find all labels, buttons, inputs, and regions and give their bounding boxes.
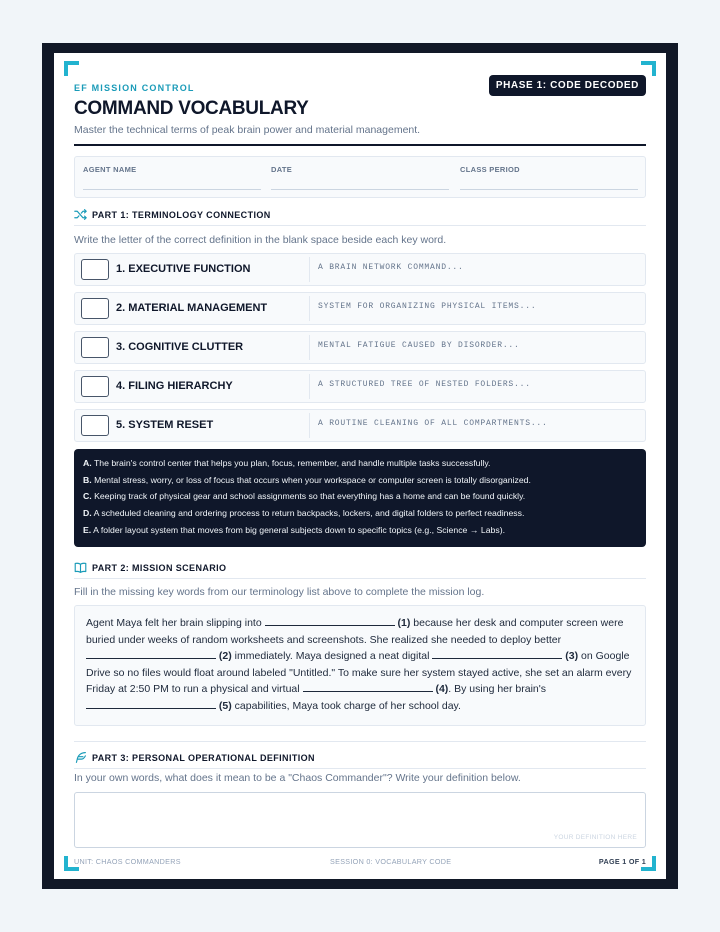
story-blank[interactable] xyxy=(86,648,216,659)
agent-name-line[interactable] xyxy=(83,189,261,190)
part3-heading xyxy=(74,751,646,769)
definition-letter: E. xyxy=(83,524,92,535)
mission-story xyxy=(74,605,646,726)
section-divider xyxy=(74,741,646,742)
worksheet-page xyxy=(54,53,666,879)
story-text: capabilities, Maya took charge of her school day. xyxy=(231,699,461,712)
page-frame xyxy=(42,43,678,889)
term-hint: A ROUTINE CLEANING OF ALL COMPARTMENTS... xyxy=(309,413,548,438)
phase-badge: PHASE 1: CODE DECODED xyxy=(489,75,646,96)
footer-session: SESSION 0: VOCABULARY CODE xyxy=(330,857,452,866)
class-period-field[interactable] xyxy=(460,165,638,190)
story-blank[interactable] xyxy=(86,698,216,709)
definition-item xyxy=(83,490,637,507)
definition-letter: B. xyxy=(83,474,92,485)
definition-text: A folder layout system that moves from big general subjects down to specific topics (e.g., Science → Labs). xyxy=(93,524,506,535)
term-word: 1. EXECUTIVE FUNCTION xyxy=(116,263,251,275)
blank-number: (3) xyxy=(565,650,579,663)
blank-number: (2) xyxy=(218,650,232,663)
term-hint: A BRAIN NETWORK COMMAND... xyxy=(309,257,464,282)
term-hint: A STRUCTURED TREE OF NESTED FOLDERS... xyxy=(309,374,531,399)
story-text: because her desk and computer screen were buried under weeks of random worksheets and screenshots. She realized she needed to deploy better xyxy=(86,617,624,646)
term-row xyxy=(74,331,646,364)
footer-page-number: PAGE 1 OF 1 xyxy=(598,857,646,866)
term-word: 5. SYSTEM RESET xyxy=(116,419,214,431)
class-period-label: CLASS PERIOD xyxy=(460,165,520,174)
story-text: on Google Drive so no files would float around labeled "Untitled." To make sure her system stayed active, she set an alarm every Friday at 2:50 PM to run a physical and virtual xyxy=(86,650,632,696)
definitions-box xyxy=(74,449,646,547)
story-text: . By using her brain's xyxy=(448,683,547,696)
answer-box[interactable] xyxy=(81,376,109,397)
page-title: COMMAND VOCABULARY xyxy=(74,98,309,119)
blank-number: (5) xyxy=(218,699,232,712)
brand-label: EF MISSION CONTROL xyxy=(74,83,195,93)
shuffle-icon xyxy=(74,208,87,221)
definition-item xyxy=(83,524,637,541)
definition-item xyxy=(83,457,637,474)
part1-heading xyxy=(74,208,646,226)
term-row xyxy=(74,409,646,442)
date-field[interactable] xyxy=(271,165,449,190)
story-text: Agent Maya felt her brain slipping into xyxy=(86,617,265,629)
term-row xyxy=(74,253,646,286)
answer-box[interactable] xyxy=(81,259,109,280)
definition-placeholder: YOUR DEFINITION HERE xyxy=(553,834,637,841)
definition-text: Keeping track of physical gear and school assignments so that everything has a home and can be found quickly. xyxy=(94,491,526,502)
blank-number: (4) xyxy=(435,683,449,696)
book-icon xyxy=(74,561,87,574)
agent-name-field[interactable] xyxy=(83,165,261,190)
date-line[interactable] xyxy=(271,189,449,190)
title-rule xyxy=(74,144,646,146)
part2-title: PART 2: MISSION SCENARIO xyxy=(92,563,227,573)
term-row xyxy=(74,292,646,325)
definition-text: The brain's control center that helps you plan, focus, remember, and handle multiple tasks successfully. xyxy=(93,458,491,468)
term-hint: SYSTEM FOR ORGANIZING PHYSICAL ITEMS... xyxy=(309,296,536,321)
story-blank[interactable] xyxy=(303,681,433,692)
part1-title: PART 1: TERMINOLOGY CONNECTION xyxy=(92,210,271,220)
term-hint: MENTAL FATIGUE CAUSED BY DISORDER... xyxy=(309,335,520,360)
definition-letter: C. xyxy=(83,491,92,502)
story-blank[interactable] xyxy=(432,648,562,659)
part2-heading xyxy=(74,561,646,579)
definition-letter: D. xyxy=(83,508,92,519)
agent-name-label: AGENT NAME xyxy=(83,165,137,174)
part1-instructions: Write the letter of the correct definition in the blank space beside each key word. xyxy=(74,234,447,246)
date-label: DATE xyxy=(271,165,293,174)
definition-text: Mental stress, worry, or loss of focus that occurs when your workspace or computer screen is totally disorganized. xyxy=(94,474,531,485)
term-word: 3. COGNITIVE CLUTTER xyxy=(116,341,244,353)
definition-text: A scheduled cleaning and ordering process to return backpacks, lockers, and digital folders to perfect readiness. xyxy=(93,508,525,519)
term-row xyxy=(74,370,646,403)
definition-answer-area[interactable] xyxy=(74,792,646,848)
agent-info-box xyxy=(74,156,646,198)
part3-title: PART 3: PERSONAL OPERATIONAL DEFINITION xyxy=(92,753,315,763)
story-blank[interactable] xyxy=(265,615,395,626)
footer-unit: UNIT: CHAOS COMMANDERS xyxy=(74,857,181,866)
feather-icon xyxy=(74,751,87,764)
page-subtitle: Master the technical terms of peak brain power and material management. xyxy=(74,124,421,136)
term-word: 4. FILING HIERARCHY xyxy=(116,380,233,392)
definition-item xyxy=(83,474,637,491)
page-footer xyxy=(74,857,646,866)
part3-instructions: In your own words, what does it mean to be a "Chaos Commander"? Write your definition below. xyxy=(74,772,521,784)
definition-item xyxy=(83,507,637,524)
part2-instructions: Fill in the missing key words from our terminology list above to complete the mission log. xyxy=(74,586,485,598)
answer-box[interactable] xyxy=(81,298,109,319)
definition-letter: A. xyxy=(83,458,92,468)
class-period-line[interactable] xyxy=(460,189,638,190)
answer-box[interactable] xyxy=(81,415,109,436)
blank-number: (1) xyxy=(397,617,411,629)
story-text: immediately. Maya designed a neat digital xyxy=(231,650,433,663)
term-word: 2. MATERIAL MANAGEMENT xyxy=(116,302,268,314)
answer-box[interactable] xyxy=(81,337,109,358)
